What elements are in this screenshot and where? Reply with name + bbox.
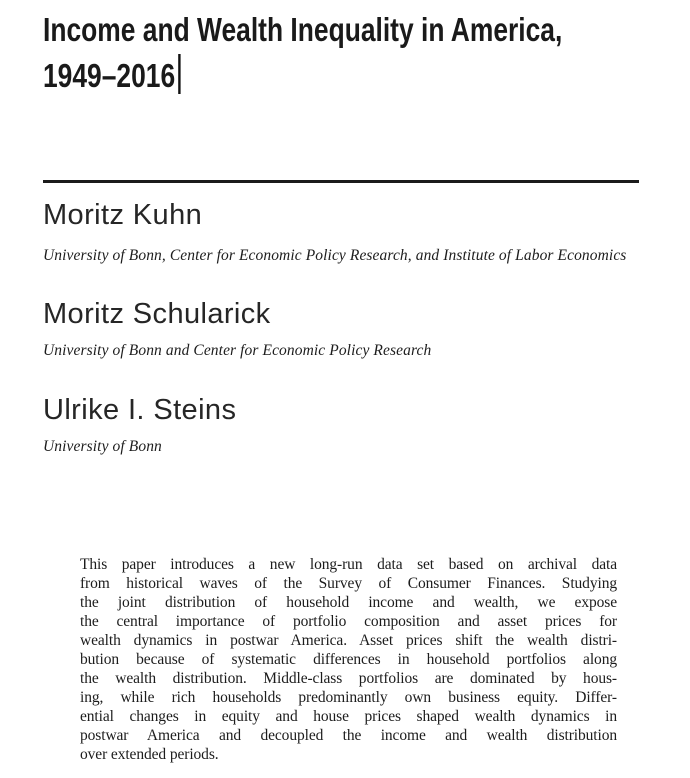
abstract-line: the joint distribution of household income and wealth, we expose	[80, 594, 617, 611]
abstract-line: the wealth distribution. Middle-class portfolios are dominated by hous-	[80, 670, 617, 687]
author-name-moritz-schularick: Moritz Schularick	[43, 298, 271, 330]
abstract-line: This paper introduces a new long-run data set based on archival data	[80, 556, 617, 573]
author-affiliation-ulrike-steins: University of Bonn	[43, 438, 162, 455]
paper-title-line-2[interactable]: 1949–2016	[43, 57, 176, 94]
text-cursor-caret	[178, 54, 180, 94]
paper-title-line-1[interactable]: Income and Wealth Inequality in America,	[43, 11, 563, 48]
abstract-line: ential changes in equity and house prices shaped wealth dynamics in	[80, 708, 617, 725]
abstract-line: wealth dynamics in postwar America. Asset prices shift the wealth distri-	[80, 632, 617, 649]
abstract-line: from historical waves of the Survey of Consumer Finances. Studying	[80, 575, 617, 592]
abstract-line: the central importance of portfolio composition and asset prices for	[80, 613, 617, 630]
author-name-ulrike-steins: Ulrike I. Steins	[43, 394, 237, 426]
abstract-line: over extended periods.	[80, 746, 219, 763]
abstract-line: ing, while rich households predominantly own business equity. Differ-	[80, 689, 617, 706]
abstract-paragraph	[80, 555, 617, 764]
divider-rule	[43, 180, 639, 183]
abstract-line: bution because of systematic differences in household portfolios along	[80, 651, 617, 668]
abstract-line: postwar America and decoupled the income and wealth distribution	[80, 727, 617, 744]
author-affiliation-moritz-schularick: University of Bonn and Center for Economic Policy Research	[43, 342, 432, 359]
author-affiliation-moritz-kuhn: University of Bonn, Center for Economic Policy Research, and Institute of Labor Economics	[43, 247, 627, 264]
author-name-moritz-kuhn: Moritz Kuhn	[43, 199, 203, 231]
paper-title[interactable]	[43, 12, 562, 93]
paper-title-line-2-wrap[interactable]	[43, 47, 562, 93]
